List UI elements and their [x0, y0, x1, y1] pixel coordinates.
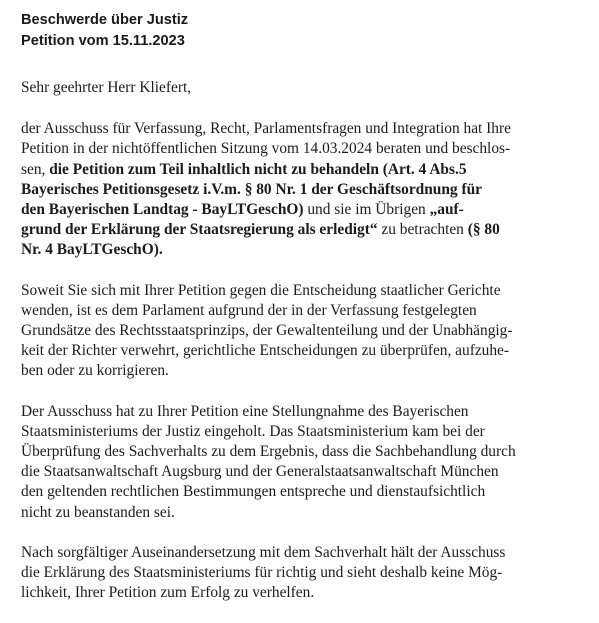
decision-text: zu betrachten [377, 221, 468, 239]
decision-text: und sie im Übrigen [303, 201, 430, 219]
decision-line: der Ausschuss für Verfassung, Recht, Parlamentsfragen und Integration hat Ihre [21, 120, 511, 138]
conclusion-line: die Erklärung des Staatsministeriums für richtig und sieht deshalb keine Mög- [21, 564, 503, 582]
conclusion-line: Nach sorgfältiger Auseinandersetzung mit dem Sachverhalt hält der Ausschuss [21, 543, 506, 561]
ministry-line: den geltenden rechtlichen Bestimmungen entspreche und dienstaufsichtlich [21, 483, 486, 501]
decision-emphasis: grund der Erklärung der Staatsregierung als erledigt“ [21, 221, 378, 239]
paragraph-decision [21, 119, 583, 260]
salutation: Sehr geehrter Herr Kliefert, [21, 79, 192, 96]
court-line: Grundsätze des Rechtsstaatsprinzips, der Gewaltenteilung und der Unabhängig- [21, 322, 513, 340]
paragraph-court-decisions [21, 281, 583, 382]
ministry-line: Überprüfung des Sachverhalts zu dem Ergebnis, dass die Sachbehandlung durch [21, 443, 516, 461]
court-line: keit der Richter verwehrt, gerichtliche Entscheidungen zu überprüfen, aufzuhe- [21, 342, 510, 360]
ministry-line: Der Ausschuss hat zu Ihrer Petition eine Stellungnahme des Bayerischen [21, 402, 469, 420]
decision-line [21, 180, 583, 200]
letter-subject [21, 10, 188, 52]
decision-line [21, 200, 583, 220]
petition-date-line: Petition vom 15.11.2023 [21, 33, 185, 49]
ministry-line: nicht zu beanstanden sei. [21, 503, 175, 521]
ministry-line: Staatsministeriums der Justiz eingeholt. Das Staatsministerium kam bei der [21, 422, 485, 440]
decision-line [21, 160, 583, 180]
court-line: wenden, ist es dem Parlament aufgrund der in der Verfassung festgelegten [21, 301, 477, 319]
decision-emphasis: den Bayerischen Landtag - BayLTGeschO) [21, 201, 304, 219]
ministry-line: die Staatsanwaltschaft Augsburg und der Generalstaatsanwaltschaft München [21, 463, 499, 481]
court-line: Soweit Sie sich mit Ihrer Petition gegen die Entscheidung staatlicher Gerichte [21, 281, 501, 299]
decision-emphasis: die Petition zum Teil inhaltlich nicht zu behandeln (Art. 4 Abs.5 [49, 160, 467, 178]
decision-line [21, 240, 583, 260]
decision-emphasis: Bayerisches Petitionsgesetz i.V.m. § 80 Nr. 1 der Geschäftsordnung für [21, 180, 482, 198]
decision-emphasis: Nr. 4 BayLTGeschO). [21, 241, 163, 259]
decision-emphasis: „auf- [429, 201, 464, 219]
decision-line [21, 220, 583, 240]
paragraph-ministry-statement [21, 402, 583, 523]
decision-emphasis: (§ 80 [467, 221, 500, 239]
court-line: ben oder zu korrigieren. [21, 362, 169, 380]
decision-line: Petition in der nichtöffentlichen Sitzung vom 14.03.2024 beraten und beschlos- [21, 140, 511, 158]
paragraph-conclusion [21, 543, 583, 604]
letter-body [21, 78, 583, 623]
subject-line: Beschwerde über Justiz [21, 12, 189, 28]
conclusion-line: lichkeit, Ihrer Petition zum Erfolg zu verhelfen. [21, 584, 315, 602]
decision-text: sen, [21, 160, 50, 178]
